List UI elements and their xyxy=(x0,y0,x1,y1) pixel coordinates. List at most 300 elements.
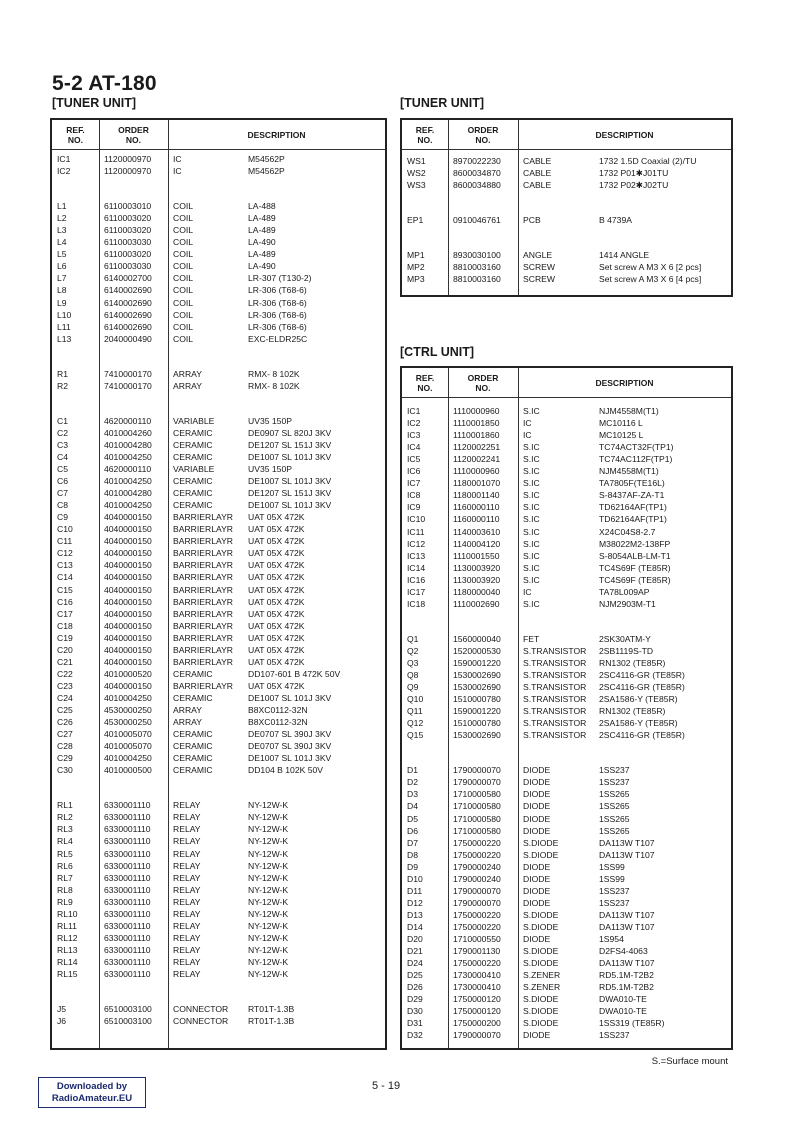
part-model: S-8054ALB-LM-T1 xyxy=(599,550,671,561)
table-row xyxy=(52,248,385,260)
part-model: DD104 B 102K 50V xyxy=(248,765,324,776)
table-row xyxy=(402,717,731,729)
ref-no: D31 xyxy=(407,1018,423,1029)
table-row xyxy=(52,608,385,620)
table-row xyxy=(402,776,731,788)
part-type: DIODE xyxy=(523,861,551,872)
part-model: 2SB1119S-TD xyxy=(599,645,654,656)
part-type: S.DIODE xyxy=(523,1018,559,1029)
table-row xyxy=(52,716,385,728)
part-model: DE0707 SL 390J 3KV xyxy=(248,741,332,752)
part-type: S.IC xyxy=(523,406,540,416)
ref-no: IC9 xyxy=(407,502,421,513)
ref-no: Q10 xyxy=(407,694,424,705)
ref-no: L8 xyxy=(57,285,67,296)
order-no: 6140002690 xyxy=(104,321,152,332)
order-no: 1110001550 xyxy=(453,550,500,561)
ref-no: C29 xyxy=(57,753,73,764)
part-type: CERAMIC xyxy=(173,753,213,764)
ref-no: RL2 xyxy=(57,812,73,823)
ref-no: C19 xyxy=(57,632,73,643)
part-type: BARRIERLAYR xyxy=(173,680,234,691)
ref-no: C6 xyxy=(57,476,68,487)
table-row xyxy=(402,921,731,933)
order-no: 6110003020 xyxy=(104,213,152,224)
part-type: DIODE xyxy=(523,813,551,824)
table-row xyxy=(402,167,731,179)
order-no: 4040000150 xyxy=(104,644,152,655)
section-title: [TUNER UNIT] xyxy=(400,96,485,110)
ref-no: C9 xyxy=(57,512,68,523)
table-row xyxy=(52,463,385,475)
part-type: SCREW xyxy=(523,274,555,285)
ref-no: C20 xyxy=(57,644,73,655)
badge-line-1: Downloaded by xyxy=(56,1081,128,1092)
part-model: 1S954 xyxy=(599,934,624,944)
order-no: 6330001110 xyxy=(104,920,151,931)
table-header xyxy=(402,120,731,150)
part-model: UAT 05X 472K xyxy=(248,644,305,655)
part-type: CERAMIC xyxy=(173,488,213,499)
part-type: DIODE xyxy=(523,897,551,908)
ref-no: D6 xyxy=(407,825,418,836)
order-no: 4010004280 xyxy=(104,488,152,499)
part-type: COIL xyxy=(173,285,194,296)
order-no: 6140002690 xyxy=(104,297,152,308)
order-no: 1730000410 xyxy=(453,982,501,993)
ref-no: C11 xyxy=(57,536,73,547)
part-model: NY-12W-K xyxy=(248,908,289,919)
ref-no: Q1 xyxy=(407,633,419,644)
part-type: RELAY xyxy=(173,884,201,895)
part-type: IC xyxy=(173,166,182,177)
table-row xyxy=(402,681,731,693)
order-no: 6330001110 xyxy=(104,848,151,859)
ref-no: RL14 xyxy=(57,956,78,967)
table-row xyxy=(52,523,385,535)
order-no: 4010000500 xyxy=(104,765,152,776)
part-type: CERAMIC xyxy=(173,765,213,776)
table-row xyxy=(402,800,731,812)
table-row xyxy=(402,909,731,921)
ref-no: RL6 xyxy=(57,860,73,871)
ref-no: L4 xyxy=(57,237,67,248)
table-row xyxy=(52,956,385,968)
order-no: 1130003920 xyxy=(453,574,501,585)
order-no: 6330001110 xyxy=(104,824,151,835)
order-no: 1710000580 xyxy=(453,813,501,824)
ref-no: IC2 xyxy=(57,166,71,177)
ref-no: D20 xyxy=(407,934,423,944)
part-model: M54562P xyxy=(248,166,285,177)
table-row xyxy=(52,811,385,823)
ref-no: D14 xyxy=(407,921,423,932)
order-no: 4040000150 xyxy=(104,608,152,619)
part-model: Set screw A M3 X 6 [2 pcs] xyxy=(599,262,702,273)
part-model: 2SC4116-GR (TE85R) xyxy=(599,670,685,680)
part-model: NY-12W-K xyxy=(248,860,289,871)
part-type: S.IC xyxy=(523,490,540,501)
order-no: 1790000070 xyxy=(453,885,501,896)
ref-no: MP2 xyxy=(407,262,425,273)
ref-no: L1 xyxy=(57,201,67,212)
table-row xyxy=(52,547,385,559)
ref-no: RL15 xyxy=(57,969,78,979)
ref-no: C13 xyxy=(57,560,73,571)
ref-no: RL10 xyxy=(57,908,78,919)
part-model: 1SS237 xyxy=(599,1030,630,1041)
part-type: CERAMIC xyxy=(173,439,213,450)
surface-mount-note: S.=Surface mount xyxy=(651,1056,728,1067)
part-type: BARRIERLAYR xyxy=(173,548,234,559)
part-type: S.DIODE xyxy=(523,994,559,1005)
ref-no: D11 xyxy=(407,885,423,896)
order-no: 1750000220 xyxy=(453,837,501,848)
part-model: DA113W T107 xyxy=(599,909,655,920)
ref-no: D25 xyxy=(407,970,423,981)
order-no: 1520000530 xyxy=(453,645,501,656)
ref-no: D13 xyxy=(407,909,423,920)
order-no: 4010005070 xyxy=(104,741,152,752)
ref-no: Q11 xyxy=(407,706,423,717)
ref-no: IC11 xyxy=(407,526,425,537)
part-type: RELAY xyxy=(173,896,201,907)
part-type: S.TRANSISTOR xyxy=(523,657,587,668)
order-no: 1750000120 xyxy=(453,994,501,1005)
part-type: BARRIERLAYR xyxy=(173,656,234,667)
order-no: 1130003920 xyxy=(453,562,501,573)
part-model: UAT 05X 472K xyxy=(248,548,305,559)
table-row xyxy=(52,415,385,427)
order-no: 1120002241 xyxy=(453,454,501,465)
order-no: 8600034880 xyxy=(453,180,501,191)
part-model: 2SA1586-Y (TE85R) xyxy=(599,694,678,705)
part-type: BARRIERLAYR xyxy=(173,584,234,595)
part-model: RMX- 8 102K xyxy=(248,380,300,391)
table-row xyxy=(52,668,385,680)
part-model: DWA010-TE xyxy=(599,1006,647,1017)
part-type: DIODE xyxy=(523,801,551,812)
table-row xyxy=(402,598,731,610)
ref-no: RL12 xyxy=(57,932,78,943)
part-model: UAT 05X 472K xyxy=(248,680,305,691)
part-type: S.TRANSISTOR xyxy=(523,694,587,705)
ref-no: IC10 xyxy=(407,514,426,525)
table-row xyxy=(52,1015,385,1027)
order-no: 1110002690 xyxy=(453,598,500,609)
part-model: Set screw A M3 X 6 [4 pcs] xyxy=(599,274,702,285)
part-model: NY-12W-K xyxy=(248,956,289,967)
order-no: 4040000150 xyxy=(104,632,152,643)
order-no: 6330001110 xyxy=(104,860,151,871)
order-no: 1110000960 xyxy=(453,406,500,416)
ref-no: C1 xyxy=(57,415,68,426)
order-no: 8930030100 xyxy=(453,250,501,261)
ref-no: C25 xyxy=(57,705,73,715)
table-row xyxy=(402,586,731,598)
ref-no: C15 xyxy=(57,584,73,595)
table-row xyxy=(52,321,385,333)
order-no: 6330001110 xyxy=(104,884,151,895)
table-row xyxy=(52,535,385,547)
part-model: 1732 1.5D Coaxial (2)/TU xyxy=(599,156,697,166)
header-order: ORDER NO. xyxy=(118,124,149,145)
ref-no: IC5 xyxy=(407,454,421,465)
order-no: 1790000070 xyxy=(453,1030,501,1041)
table-row xyxy=(52,704,385,716)
ref-no: C22 xyxy=(57,668,73,679)
ref-no: D12 xyxy=(407,897,423,908)
table-row xyxy=(52,451,385,463)
ref-no: C17 xyxy=(57,608,73,619)
part-model: LA-490 xyxy=(248,261,276,272)
part-type: FET xyxy=(523,633,540,644)
part-model: LR-306 (T68-6) xyxy=(248,309,307,320)
ref-no: L11 xyxy=(57,321,71,332)
order-no: 1120002251 xyxy=(453,442,501,453)
part-type: CABLE xyxy=(523,156,552,166)
part-type: CERAMIC xyxy=(173,451,213,462)
part-type: COIL xyxy=(173,297,194,308)
ref-no: C5 xyxy=(57,464,68,474)
part-model: LR-306 (T68-6) xyxy=(248,285,307,296)
table-row xyxy=(52,236,385,248)
part-model: NJM2903M-T1 xyxy=(599,598,656,609)
table-row xyxy=(402,214,731,226)
part-model: 1732 P01✱J01TU xyxy=(599,168,669,179)
order-no: 1710000580 xyxy=(453,825,501,836)
ref-no: C18 xyxy=(57,620,73,631)
part-type: CERAMIC xyxy=(173,692,213,703)
ref-no: IC17 xyxy=(407,586,426,597)
order-no: 1750000220 xyxy=(453,958,501,969)
part-model: B 4739A xyxy=(599,215,632,226)
table-row xyxy=(402,897,731,909)
ref-no: D8 xyxy=(407,849,418,860)
part-type: CABLE xyxy=(523,168,552,179)
table-row xyxy=(52,920,385,932)
part-type: COIL xyxy=(173,333,194,344)
part-model: DE0707 SL 390J 3KV xyxy=(248,729,332,740)
part-model: 1SS319 (TE85R) xyxy=(599,1018,665,1029)
part-model: LR-306 (T68-6) xyxy=(248,321,307,332)
part-type: CONNECTOR xyxy=(173,1004,229,1015)
table-row xyxy=(402,764,731,776)
table-row xyxy=(402,465,731,477)
part-model: DWA010-TE xyxy=(599,994,647,1005)
order-no: 4530000250 xyxy=(104,717,152,728)
table-row xyxy=(402,813,731,825)
ref-no: C28 xyxy=(57,741,73,752)
order-no: 1790000240 xyxy=(453,861,501,872)
part-model: RN1302 (TE85R) xyxy=(599,706,666,717)
table-row xyxy=(52,728,385,740)
part-model: DA113W T107 xyxy=(599,921,655,932)
ref-no: RL3 xyxy=(57,824,73,835)
part-type: DIODE xyxy=(523,1030,551,1041)
part-model: NY-12W-K xyxy=(248,824,289,835)
table-row xyxy=(52,692,385,704)
part-model: NY-12W-K xyxy=(248,884,289,895)
part-type: COIL xyxy=(173,321,194,332)
ref-no: C21 xyxy=(57,656,73,667)
part-type: DIODE xyxy=(523,789,551,800)
order-no: 6330001110 xyxy=(104,956,151,967)
order-no: 1590001220 xyxy=(453,706,501,717)
part-model: UAT 05X 472K xyxy=(248,584,305,595)
ref-no: C27 xyxy=(57,729,73,740)
order-no: 6510003100 xyxy=(104,1004,152,1015)
part-model: UAT 05X 472K xyxy=(248,512,305,523)
table-row xyxy=(402,501,731,513)
ref-no: IC2 xyxy=(407,418,421,429)
part-type: BARRIERLAYR xyxy=(173,524,234,535)
part-model: DE1007 SL 101J 3KV xyxy=(248,500,332,511)
order-no: 1530002690 xyxy=(453,670,501,680)
ref-no: WS2 xyxy=(407,168,426,179)
download-badge[interactable] xyxy=(38,1077,146,1108)
part-type: IC xyxy=(523,418,532,429)
ref-no: J5 xyxy=(57,1004,67,1015)
ref-no: C8 xyxy=(57,500,68,511)
order-no: 6330001110 xyxy=(104,908,151,919)
ref-no: IC13 xyxy=(407,550,426,561)
part-model: 1SS265 xyxy=(599,789,630,800)
part-model: RD5.1M-T2B2 xyxy=(599,982,654,993)
ref-no: IC1 xyxy=(407,406,421,416)
part-type: COIL xyxy=(173,273,194,284)
ref-no: D4 xyxy=(407,801,418,812)
ref-no: L9 xyxy=(57,297,67,308)
ref-no: RL1 xyxy=(57,800,73,811)
ref-no: L6 xyxy=(57,261,67,272)
order-no: 1110000960 xyxy=(453,466,500,477)
part-type: IC xyxy=(173,154,182,164)
table-row xyxy=(52,656,385,668)
part-model: LA-489 xyxy=(248,213,276,224)
table-row xyxy=(402,574,731,586)
order-no: 1750000220 xyxy=(453,921,501,932)
header-order: ORDER NO. xyxy=(467,124,499,145)
part-model: TD62164AF(TP1) xyxy=(599,502,667,513)
order-no: 1750000220 xyxy=(453,909,501,920)
ref-no: IC8 xyxy=(407,490,421,501)
ref-no: C24 xyxy=(57,692,73,703)
ref-no: IC1 xyxy=(57,154,71,164)
part-type: RELAY xyxy=(173,920,201,931)
ref-no: IC16 xyxy=(407,574,426,585)
part-type: S.DIODE xyxy=(523,946,559,957)
part-type: CERAMIC xyxy=(173,668,213,679)
order-no: 4040000150 xyxy=(104,512,152,523)
part-model: NY-12W-K xyxy=(248,932,289,943)
part-model: NY-12W-K xyxy=(248,812,289,823)
order-no: 4530000250 xyxy=(104,705,152,715)
part-model: DA113W T107 xyxy=(599,837,655,848)
part-model: S-8437AF-ZA-T1 xyxy=(599,490,665,501)
part-type: BARRIERLAYR xyxy=(173,572,234,583)
part-type: PCB xyxy=(523,215,541,226)
table-row xyxy=(52,896,385,908)
part-model: 1732 P02✱J02TU xyxy=(599,180,669,191)
part-model: RT01T-1.3B xyxy=(248,1016,295,1027)
order-no: 2040000490 xyxy=(104,333,152,344)
table-row xyxy=(52,439,385,451)
order-no: 6330001110 xyxy=(104,969,151,979)
table-row xyxy=(402,538,731,550)
order-no: 1790000070 xyxy=(453,897,501,908)
ref-no: L5 xyxy=(57,249,67,260)
part-model: RT01T-1.3B xyxy=(248,1004,295,1015)
order-no: 1120000970 xyxy=(104,166,152,177)
table-row xyxy=(402,885,731,897)
order-no: 1790000070 xyxy=(453,765,501,776)
ref-no: WS1 xyxy=(407,156,426,166)
part-type: RELAY xyxy=(173,824,201,835)
part-model: X24C04S8-2.7 xyxy=(599,526,656,537)
order-no: 4010004260 xyxy=(104,427,152,438)
part-type: CABLE xyxy=(523,180,552,191)
part-type: CERAMIC xyxy=(173,729,213,740)
part-model: NY-12W-K xyxy=(248,920,289,931)
part-type: COIL xyxy=(173,225,194,236)
part-model: MC10116 L xyxy=(599,418,643,429)
table-row xyxy=(402,849,731,861)
table-row xyxy=(402,441,731,453)
order-no: 6110003030 xyxy=(104,237,152,248)
table-row xyxy=(52,799,385,811)
part-model: MC10125 L xyxy=(599,430,644,441)
part-model: NY-12W-K xyxy=(248,836,289,847)
part-model: LR-307 (T130-2) xyxy=(248,273,312,284)
ref-no: RL5 xyxy=(57,848,73,859)
header-ref: REF. NO. xyxy=(415,124,435,145)
part-type: RELAY xyxy=(173,956,201,967)
part-model: NY-12W-K xyxy=(248,944,289,955)
order-no: 4010004250 xyxy=(104,753,152,764)
order-no: 6330001110 xyxy=(104,800,151,811)
part-type: CERAMIC xyxy=(173,427,213,438)
table-row xyxy=(52,860,385,872)
part-model: NY-12W-K xyxy=(248,872,289,883)
order-no: 1180000040 xyxy=(453,586,501,597)
ref-no: C3 xyxy=(57,439,68,450)
part-type: S.ZENER xyxy=(523,970,561,981)
part-model: UV35 150P xyxy=(248,415,292,426)
order-no: 1590001220 xyxy=(453,657,501,668)
part-model: 1SS265 xyxy=(599,801,630,812)
table-row xyxy=(402,1005,731,1017)
part-type: S.TRANSISTOR xyxy=(523,706,587,717)
ref-no: D3 xyxy=(407,789,418,800)
part-type: S.IC xyxy=(523,502,540,513)
table-row xyxy=(402,550,731,562)
part-model: B8XC0112-32N xyxy=(248,705,308,715)
ref-no: C14 xyxy=(57,572,73,583)
table-row xyxy=(52,260,385,272)
order-no: 1750000200 xyxy=(453,1018,501,1029)
ref-no: EP1 xyxy=(407,215,424,226)
table-row xyxy=(402,933,731,945)
order-no: 1790001130 xyxy=(453,946,501,957)
part-type: S.IC xyxy=(523,514,540,525)
part-type: S.IC xyxy=(523,478,540,489)
part-type: COIL xyxy=(173,201,194,212)
part-model: UAT 05X 472K xyxy=(248,560,305,571)
order-no: 1560000040 xyxy=(453,633,501,644)
ref-no: R1 xyxy=(57,368,68,379)
ref-no: C23 xyxy=(57,680,73,691)
